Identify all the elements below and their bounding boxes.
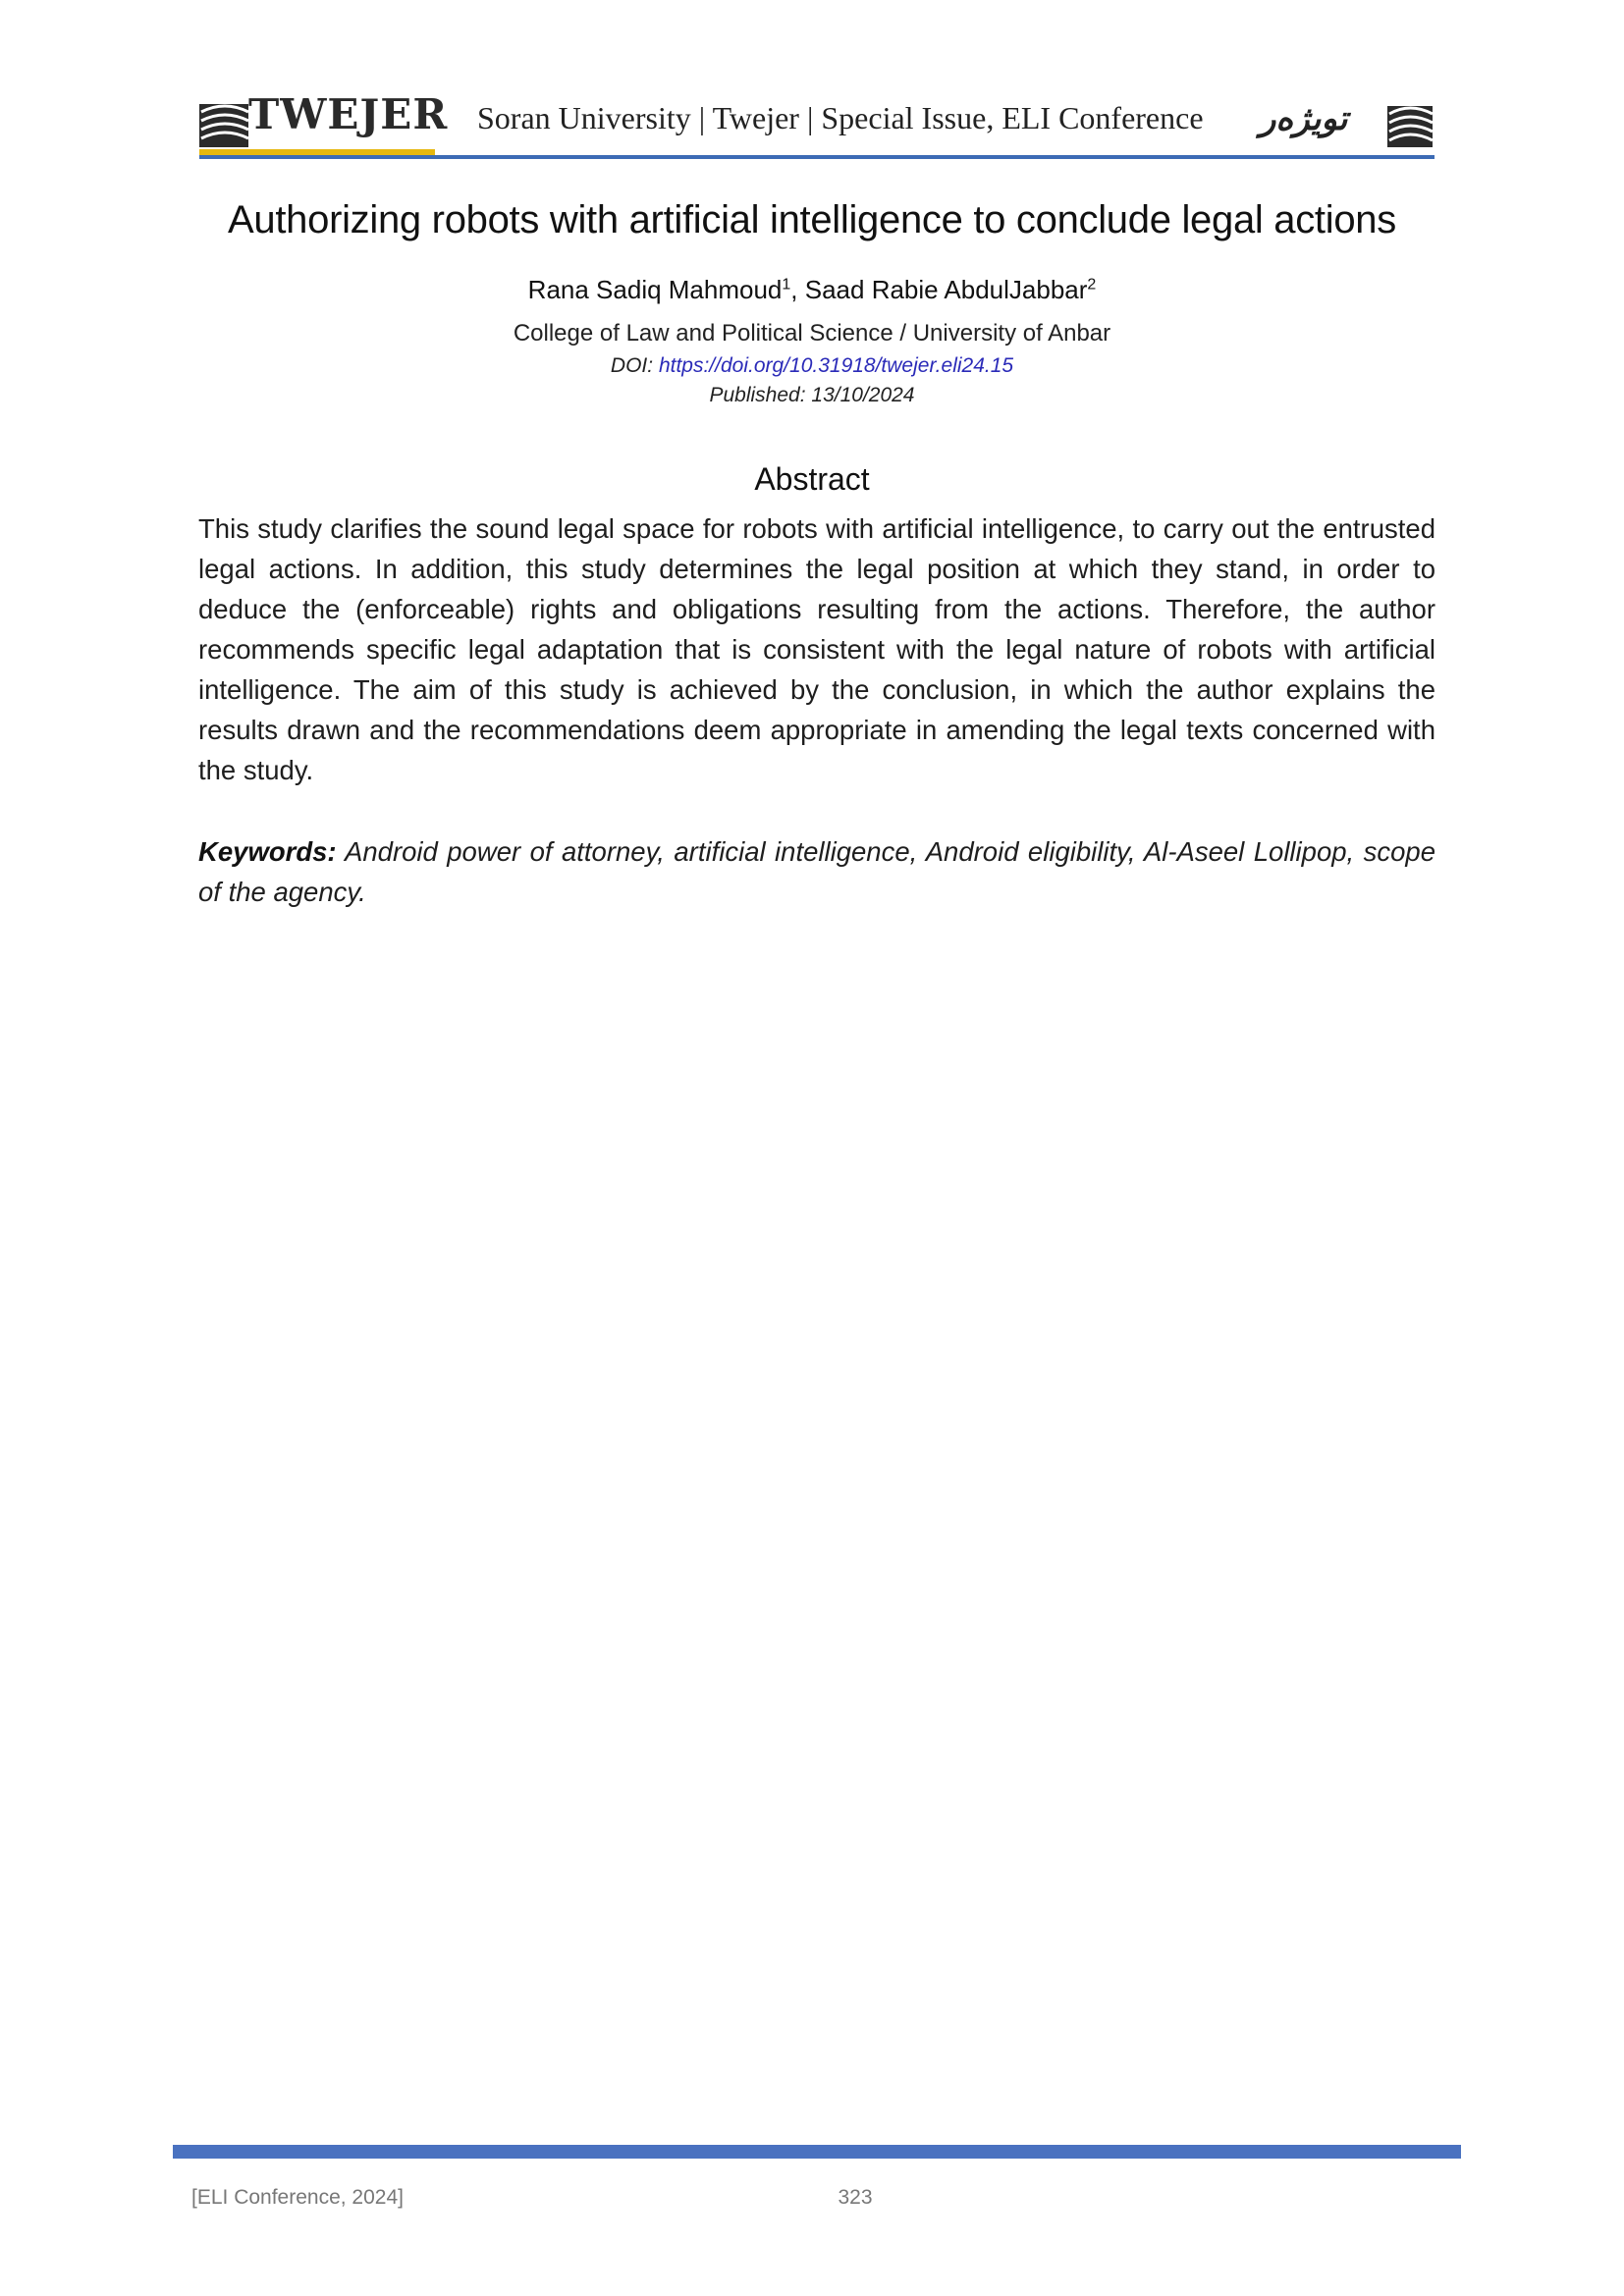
paper-authors: [147, 275, 1477, 305]
logo-book-icon: [199, 94, 250, 149]
author-1: Rana Sadiq Mahmoud: [527, 275, 783, 304]
author-2-mark: 2: [1087, 276, 1097, 294]
footer-conference: [ELI Conference, 2024]: [191, 2186, 404, 2209]
abstract-heading: Abstract: [754, 461, 870, 497]
logo-wordmark-arabic: تویژەر: [1260, 99, 1348, 138]
doi-link[interactable]: https://doi.org/10.31918/twejer.eli24.15: [658, 354, 1014, 377]
logo-wordmark: TWEJER: [248, 90, 449, 138]
author-separator: ,: [790, 275, 805, 304]
keywords-label: Keywords:: [198, 836, 337, 867]
header-blue-rule: [199, 155, 1435, 159]
logo-book-icon-right: [1385, 98, 1435, 149]
abstract-text: This study clarifies the sound legal space for robots with artificial intelligence, to carry out the entrusted legal actions. In addition, this study determines the legal position at which they stand, in order to deduce the (enforceable) rights and obligations resulting from the actions. Therefore, the author recommends specific legal adaptation that is consistent with the legal nature of robots with artificial intelligence. The aim of this study is achieved by the conclusion, in which the author explains the results drawn and the recommendations deem appropriate in amending the legal texts concerned with the study.: [198, 513, 1435, 785]
journal-header-title: Soran University | Twejer | Special Issue, ELI Conference: [477, 100, 1204, 135]
keywords-list: Android power of attorney, artificial intelligence, Android eligibility, Al-Aseel Lollipop, scope of the agency.: [198, 836, 1435, 907]
published-date: Published: 13/10/2024: [709, 384, 915, 406]
footer-rule: [173, 2145, 1461, 2159]
twejer-logo: [199, 90, 449, 153]
doi-line: [147, 354, 1477, 378]
page-header: [199, 90, 1435, 159]
page-number: 323: [838, 2186, 873, 2209]
keywords-paragraph: [198, 831, 1435, 912]
doi-label: DOI:: [610, 354, 659, 377]
author-affiliation: College of Law and Political Science / University of Anbar: [513, 320, 1111, 347]
twejer-arabic-logo: [1258, 98, 1435, 153]
author-1-mark: 1: [782, 276, 791, 294]
paper-title: Authorizing robots with artificial intelligence to conclude legal actions: [228, 198, 1396, 241]
author-2: Saad Rabie AbdulJabbar: [804, 275, 1088, 304]
